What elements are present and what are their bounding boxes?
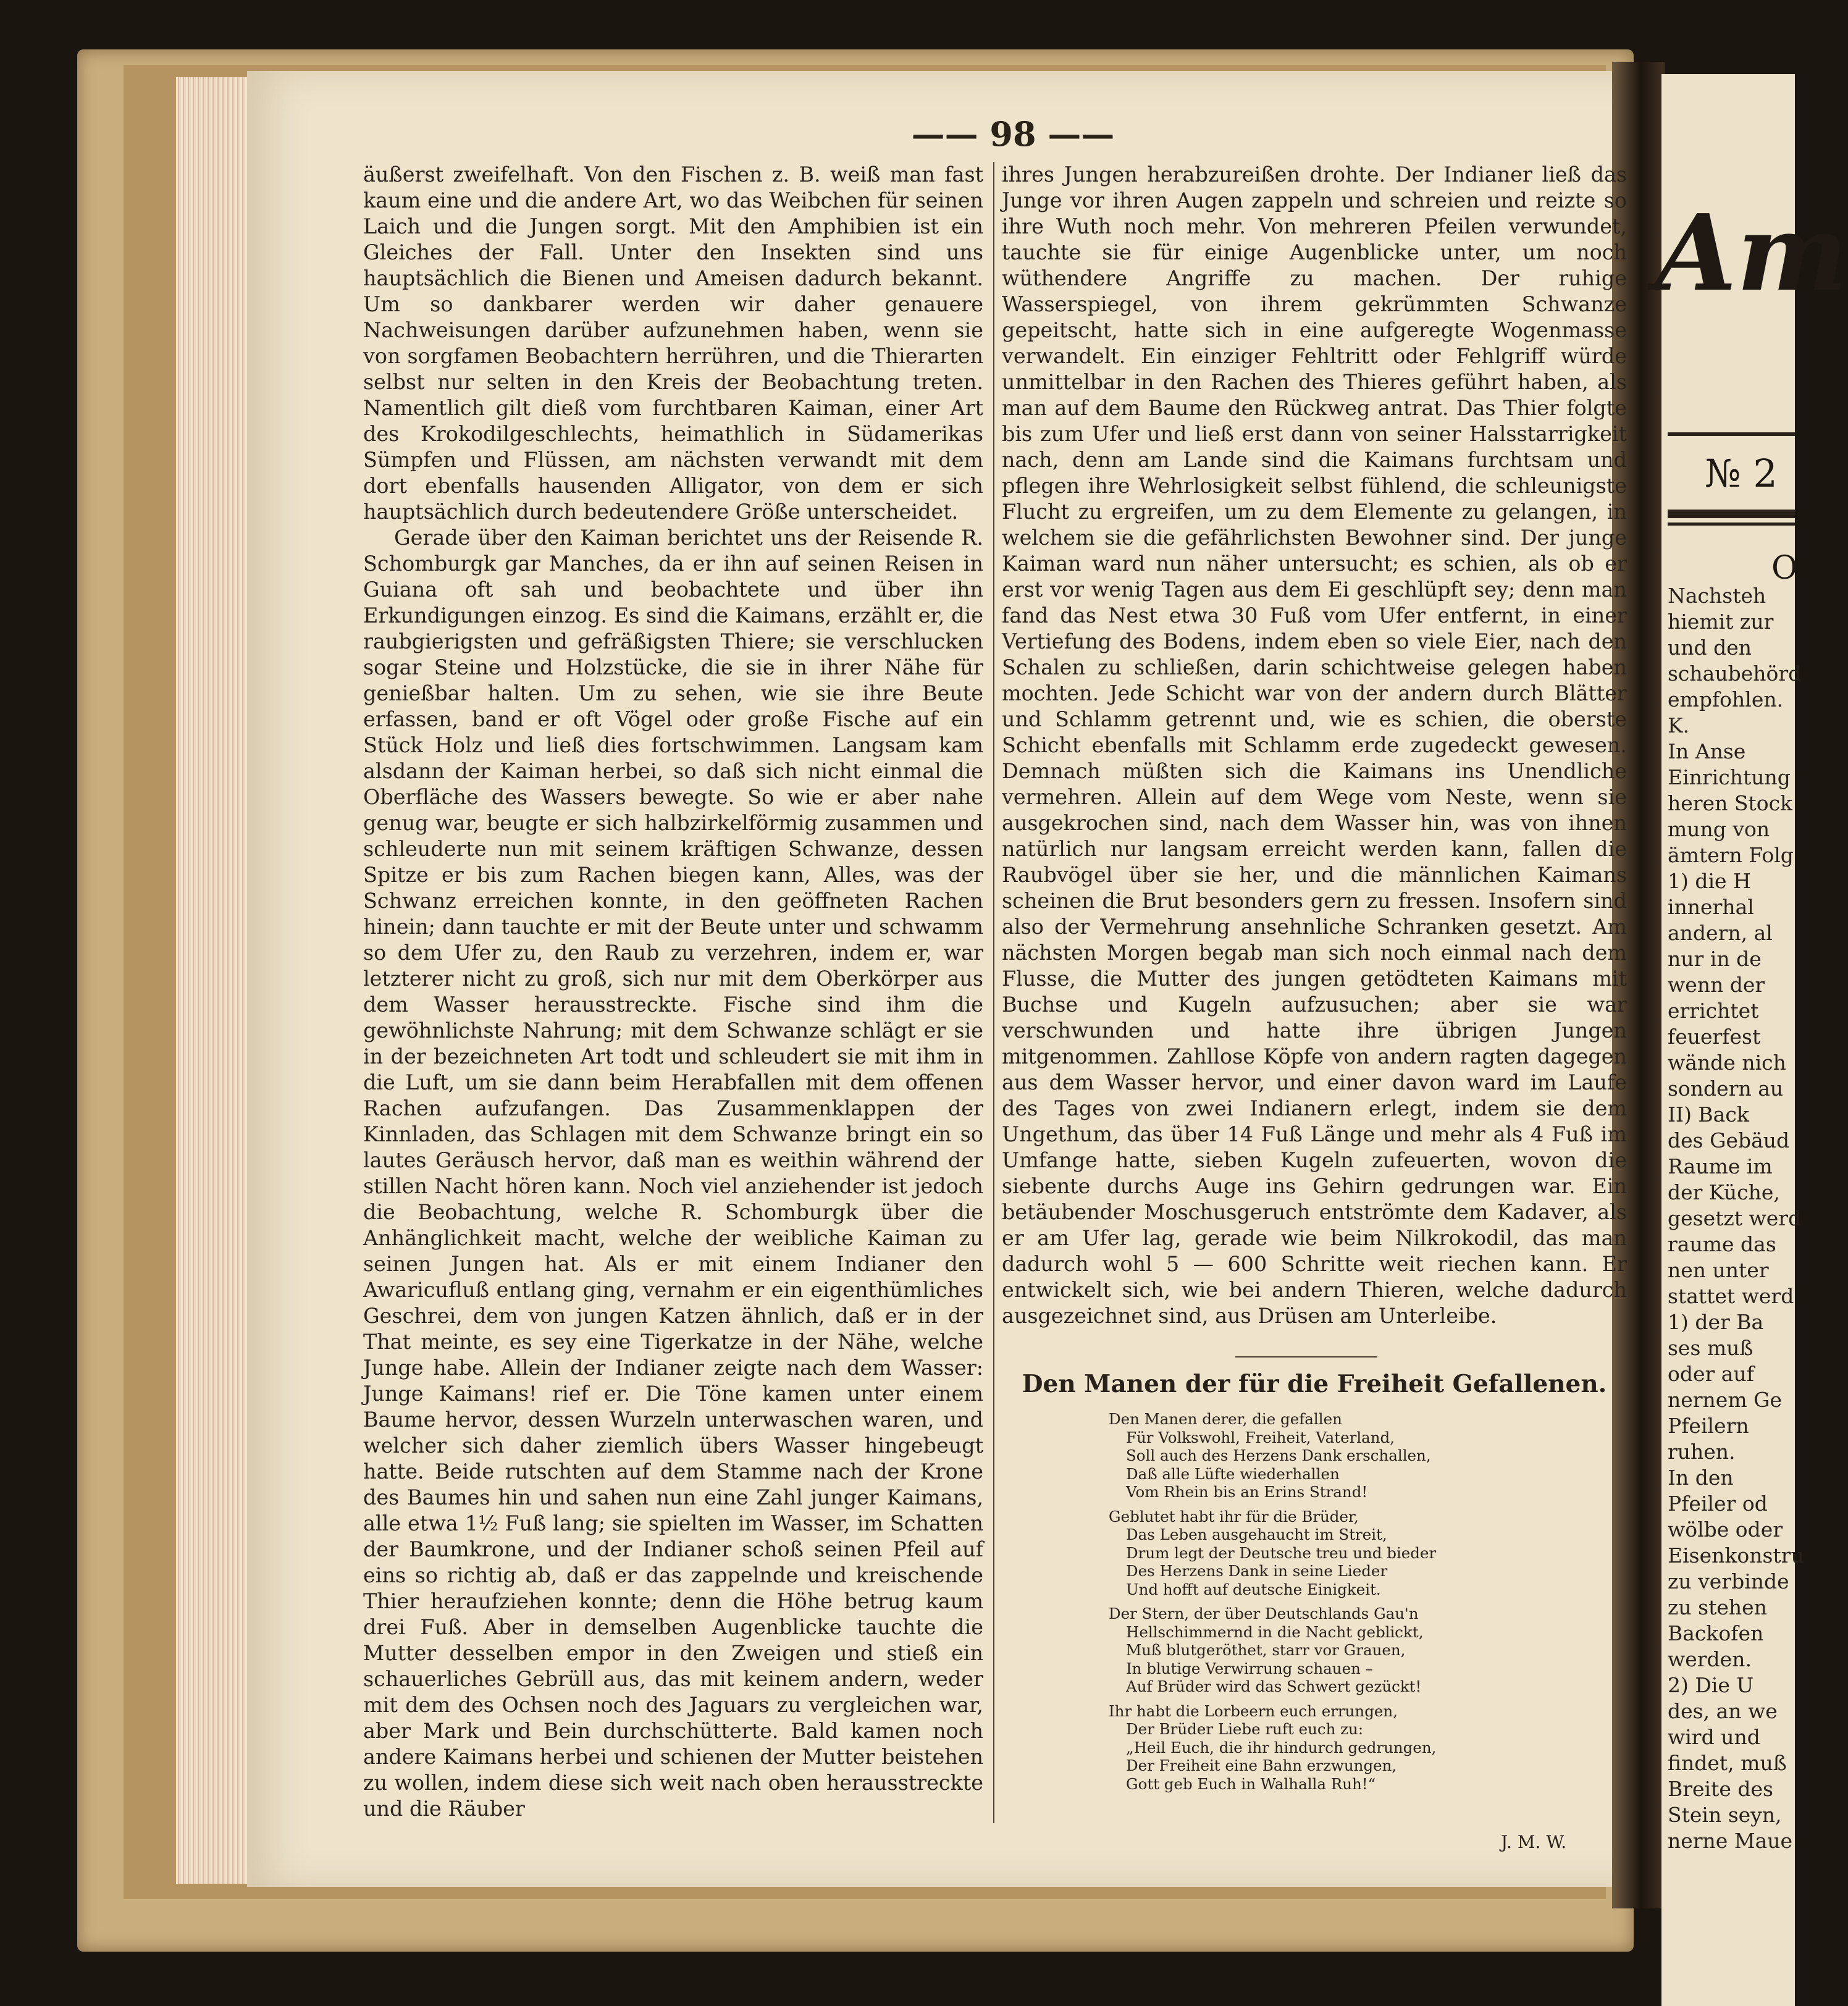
next-page-line: Raume im	[1668, 1154, 1773, 1178]
next-page-line: ämtern Folg	[1668, 843, 1794, 867]
page-number-header: —— 98 ——	[911, 114, 1115, 154]
column-left	[363, 162, 983, 1822]
section-divider	[1235, 1356, 1377, 1358]
next-page-line: nerne Maue	[1668, 1829, 1793, 1853]
page-edges	[176, 77, 256, 1884]
next-page-line: wölbe oder	[1668, 1517, 1783, 1542]
poem-line: Der Brüder Liebe ruft euch zu:	[1126, 1720, 1364, 1738]
poem	[1109, 1410, 1590, 1799]
next-page-line: K.	[1668, 713, 1690, 737]
poem-line: Auf Brüder wird das Schwert gezückt!	[1126, 1677, 1422, 1695]
next-page-line: der Küche,	[1668, 1180, 1780, 1204]
next-page-line: heren Stock	[1668, 791, 1793, 815]
poem-stanza	[1109, 1702, 1590, 1794]
next-page-number: № 2	[1705, 451, 1778, 496]
poem-stanza	[1109, 1605, 1590, 1696]
next-page-line: Einrichtung	[1668, 765, 1791, 789]
poem-line: Muß blutgeröthet, starr vor Grauen,	[1126, 1641, 1406, 1659]
next-page-line: In Anse	[1668, 739, 1746, 763]
next-page-line: innerhal	[1668, 895, 1754, 919]
next-page-line: andern, al	[1668, 921, 1773, 945]
poem-line: Hellschimmernd in die Nacht geblickt,	[1126, 1622, 1424, 1641]
next-page-fragment: O	[1771, 550, 1798, 587]
poem-line: Des Herzens Dank in seine Lieder	[1126, 1562, 1388, 1580]
next-page-line: hiemit zur	[1668, 610, 1774, 634]
next-page-line: stattet werd	[1668, 1284, 1794, 1308]
next-page-line: Pfeilern	[1668, 1414, 1749, 1438]
poem-line: Und hofft auf deutsche Einigkeit.	[1126, 1580, 1381, 1598]
next-page-line: zu verbinde	[1668, 1569, 1789, 1593]
next-page-line: und den	[1668, 636, 1752, 660]
next-page-line: 2) Die U	[1668, 1673, 1754, 1697]
next-page-line: schaubehörd	[1668, 661, 1802, 686]
poem-line: Für Volkswohl, Freiheit, Vaterland,	[1126, 1428, 1395, 1446]
column-divider	[993, 162, 994, 1823]
next-page-line: oder auf	[1668, 1362, 1754, 1386]
next-page-line: feuerfest	[1668, 1025, 1761, 1049]
next-page-line: Stein seyn,	[1668, 1803, 1782, 1827]
paragraph: äußerst zweifelhaft. Von den Fischen z. B. weiß man fast kaum eine und die andere Art, wo das Weibchen für seinen Laich und die Jungen sorgt. Mit den Amphibien ist ein Gleiches der Fall. Unter den Insekten sind uns hauptsächlich die Bienen und Ameisen dadurch bekannt. Um so dankbarer werden wir daher genauere Nachweisungen darüber aufzunehmen haben, wenn sie von sorgfamen Beobachtern herrühren, und die Thierarten selbst nur selten in den Kreis der Beobachtung treten. Namentlich gilt dieß vom furchtbaren Kaiman, einer Art des Krokodilgeschlechts, heimathlich in Südamerikas Sümpfen und Flüssen, am nächsten verwandt mit dem dort ebenfalls hausenden Alligator, von dem er sich hauptsächlich durch bedeutendere Größe unterscheidet.	[363, 162, 983, 524]
next-page-line: werden.	[1668, 1647, 1752, 1671]
next-page-line: nur in de	[1668, 947, 1762, 971]
next-page-line: wenn der	[1668, 973, 1765, 997]
next-page-rule	[1668, 522, 1795, 526]
next-page-line: wird und	[1668, 1725, 1760, 1749]
poem-line: Das Leben ausgehaucht im Streit,	[1126, 1525, 1387, 1543]
poem-line: Gott geb Euch in Walhalla Ruh!“	[1126, 1774, 1376, 1793]
next-page-line: Eisenkonstru	[1668, 1543, 1804, 1567]
poem-line: Der Freiheit eine Bahn erzwungen,	[1126, 1756, 1397, 1774]
poem-line: Soll auch des Herzens Dank erschallen,	[1126, 1446, 1431, 1464]
poem-signature: J. M. W.	[1501, 1832, 1567, 1852]
poem-line: Den Manen derer, die gefallen	[1109, 1410, 1342, 1428]
next-page-line: 1) der Ba	[1668, 1310, 1764, 1334]
next-page-line: Nachsteh	[1668, 584, 1766, 608]
next-page-line: nen unter	[1668, 1258, 1769, 1282]
next-page-line: In den	[1668, 1466, 1734, 1490]
poem-stanza	[1109, 1410, 1590, 1501]
poem-line: Vom Rhein bis an Erins Strand!	[1126, 1483, 1368, 1501]
next-page-line: des, an we	[1668, 1699, 1778, 1723]
next-page-line: 1) die H	[1668, 869, 1751, 893]
column-right	[1002, 162, 1627, 1329]
next-page-line: des Gebäud	[1668, 1128, 1790, 1152]
poem-line: Ihr habt die Lorbeern euch errungen,	[1109, 1702, 1398, 1720]
next-page-rule	[1668, 432, 1795, 436]
next-page-line: empfohlen.	[1668, 687, 1784, 711]
next-page-line: errichtet	[1668, 999, 1759, 1023]
poem-title: Den Manen der für die Freiheit Gefallenen.	[1022, 1370, 1607, 1398]
next-page-line: findet, muß	[1668, 1751, 1787, 1775]
next-page-line: sondern au	[1668, 1076, 1784, 1101]
next-page-line: ruhen.	[1668, 1440, 1736, 1464]
paragraph: ihres Jungen herabzureißen drohte. Der Indianer ließ das Junge vor ihren Augen zappeln und schreien und reizte so ihre Wuth noch mehr. Von mehreren Pfeilen verwundet, tauchte sie für einige Augenblicke unter, um noch wüthendere Angriffe zu machen. Der ruhige Wasserspiegel, von ihrem gekrümmten Schwanze gepeitscht, hatte sich in eine aufgeregte Wogenmasse verwandelt. Ein einziger Fehltritt oder Fehlgriff würde unmittelbar in den Rachen des Thieres geführt haben, als man auf dem Baume den Rückweg antrat. Das Thier folgte bis zum Ufer und ließ erst dann von seiner Halsstarrigkeit nach, denn am Lande sind die Kaimans furchtsam und pflegen ihre Wehrlosigkeit selbst fühlend, die schleunigste Flucht zu ergreifen, um zu dem Elemente zu gelangen, in welchem sie die gefährlichsten Bewohner sind. Der junge Kaiman ward nun näher untersucht; es schien, als ob er erst vor wenig Tagen aus dem Ei geschlüpft sey; denn man fand das Nest etwa 30 Fuß vom Ufer entfernt, in einer Vertiefung des Bodens, indem eben so viele Eier, nach den Schalen zu schließen, darin schichtweise gelegen haben mochten. Jede Schicht war von der andern durch Blätter und Schlamm getrennt und, wie es schien, die oberste Schicht ebenfalls mit Schlamm erde zugedeckt gewesen. Demnach müßten sich die Kaimans ins Unendliche vermehren. Allein auf dem Wege vom Neste, wenn sie ausgekrochen sind, nach dem Wasser hin, was von ihnen natürlich nur langsam erreicht werden kann, fallen die Raubvögel über sie her, und die männlichen Kaimans scheinen die Brut besonders gern zu fressen. Insofern sind also der Vermehrung ansehnliche Schranken gesetzt. Am nächsten Morgen begab man sich noch einmal nach dem Flusse, die Mutter des jungen getödteten Kaimans mit Buchse und Kugeln aufzusuchen; aber sie war verschwunden und hatte ihre übrigen Jungen mitgenommen. Zahllose Köpfe von andern ragten dagegen aus dem Wasser hervor, und einer davon ward im Laufe des Tages von zwei Indianern erlegt, indem sie dem Ungethum, das über 14 Fuß Länge und mehr als 4 Fuß im Umfange hatte, sieben Kugeln zufeuerten, wovon die siebente durchs Auge ins Gehirn gedrungen war. Ein betäubender Moschusgeruch entströmte dem Kadaver, als er am Ufer lag, gerade wie beim Nilkrokodil, das man dadurch wohl 5 — 600 Schritte weit riechen kann. Er entwickelt sich, wie bei andern Thieren, welche dadurch ausgezeichnet sind, aus Drüsen am Unterleibe.	[1002, 162, 1627, 1328]
next-page-line: II) Back	[1668, 1102, 1749, 1127]
next-page-line: nernem Ge	[1668, 1388, 1783, 1412]
poem-stanza	[1109, 1508, 1590, 1599]
next-page-line: mung von	[1668, 817, 1770, 841]
poem-line: Der Stern, der über Deutschlands Gau'n	[1109, 1605, 1419, 1622]
paragraph: Gerade über den Kaiman berichtet uns der Reisende R. Schomburgk gar Manches, da er ihn auf seinen Reisen in Guiana oft sah und beobachtete und über ihn Erkundigungen einzog. Es sind die Kaimans, erzählt er, die raubgierigsten und gefräßigsten Thiere; sie verschlucken sogar Steine und Holzstücke, die sie in ihrer Nähe für genießbar halten. Um zu sehen, wie sie ihre Beute erfassen, band er oft Vögel oder große Fische auf ein Stück Holz und ließ dies fortschwimmen. Langsam kam alsdann der Kaiman herbei, so daß sich nicht einmal die Oberfläche des Wassers bewegte. So wie er aber nahe genug war, beugte er sich halbzirkelförmig zusammen und schleuderte nun mit seinem kräftigen Schwanze, dessen Spitze er bis zum Rachen biegen kann, Alles, was der Schwanz erreichen konnte, in den geöffneten Rachen hinein; dann tauchte er mit der Beute unter und schwamm so dem Ufer zu, den Raub zu verzehren, indem er, war letzterer nicht zu groß, sich nur mit dem Oberkörper aus dem Wasser herausstreckte. Fische sind ihm die gewöhnlichste Nahrung; mit dem Schwanze schlägt er sie in der bezeichneten Art todt und schleudert sie mit ihm in die Luft, um sie dann beim Herabfallen mit dem offenen Rachen aufzufangen. Das Zusammenklappen der Kinnladen, das Schlagen mit dem Schwanze bringt ein so lautes Geräusch hervor, daß man es weithin während der stillen Nacht hören kann. Noch viel anziehender ist jedoch die Beobachtung, welche R. Schomburgk über die Anhänglichkeit macht, welche der weibliche Kaiman zu seinen Jungen hat. Als er mit einem Indianer den Awaricufluß entlang ging, vernahm er ein eigenthümliches Geschrei, dem von jungen Katzen ähnlich, daß er in der That meinte, es sey eine Tigerkatze in der Nähe, welche Junge habe. Allein der Indianer zeigte nach dem Wasser: Junge Kaimans! rief er. Die Töne kamen unter einem Baume hervor, dessen Wurzeln unterwaschen waren, und welcher sich daher ziemlich übers Wasser hingebeugt hatte. Beide rutschten auf dem Stamme nach der Krone des Baumes hin und sahen nun eine Zahl junger Kaimans, alle etwa 1½ Fuß lang; sie spielten im Wasser, im Schatten der Baumkrone, und der Indianer schoß seinen Pfeil auf eins so richtig ab, daß er das zappelnde und kreischende Thier heraufziehen konnte; denn die Höhe betrug kaum drei Fuß. Aber in demselben Augenblicke tauchte die Mutter desselben empor in den Zweigen und stieß ein schauerliches Gebrüll aus, das mit keinem andern, weder mit dem des Ochsen noch des Jaguars zu vergleichen war, aber Mark und Bein durchschütterte. Bald kamen noch andere Kaimans herbei und schienen der Mutter beistehen zu wollen, indem diese sich weit nach oben herausstreckte und die Räuber	[363, 526, 983, 1821]
next-page-line: Pfeiler od	[1668, 1492, 1768, 1516]
next-page-line: gesetzt werd	[1668, 1206, 1802, 1230]
next-page-line: wände nich	[1668, 1051, 1786, 1075]
next-page-line: Breite des	[1668, 1777, 1773, 1801]
next-page-masthead: Am	[1655, 191, 1848, 315]
next-page-rule	[1668, 510, 1795, 518]
poem-line: Drum legt der Deutsche treu und bieder	[1126, 1543, 1437, 1562]
poem-line: Daß alle Lüfte wiederhallen	[1126, 1464, 1340, 1483]
next-page-line: raume das	[1668, 1232, 1776, 1256]
poem-line: „Heil Euch, die ihr hindurch gedrungen,	[1126, 1738, 1437, 1756]
next-page-line: Backofen	[1668, 1621, 1764, 1645]
poem-line: In blutige Verwirrung schauen –	[1126, 1659, 1373, 1677]
next-page-line: zu stehen	[1668, 1595, 1767, 1619]
next-page-line: ses muß	[1668, 1336, 1754, 1360]
poem-line: Geblutet habt ihr für die Brüder,	[1109, 1507, 1359, 1525]
